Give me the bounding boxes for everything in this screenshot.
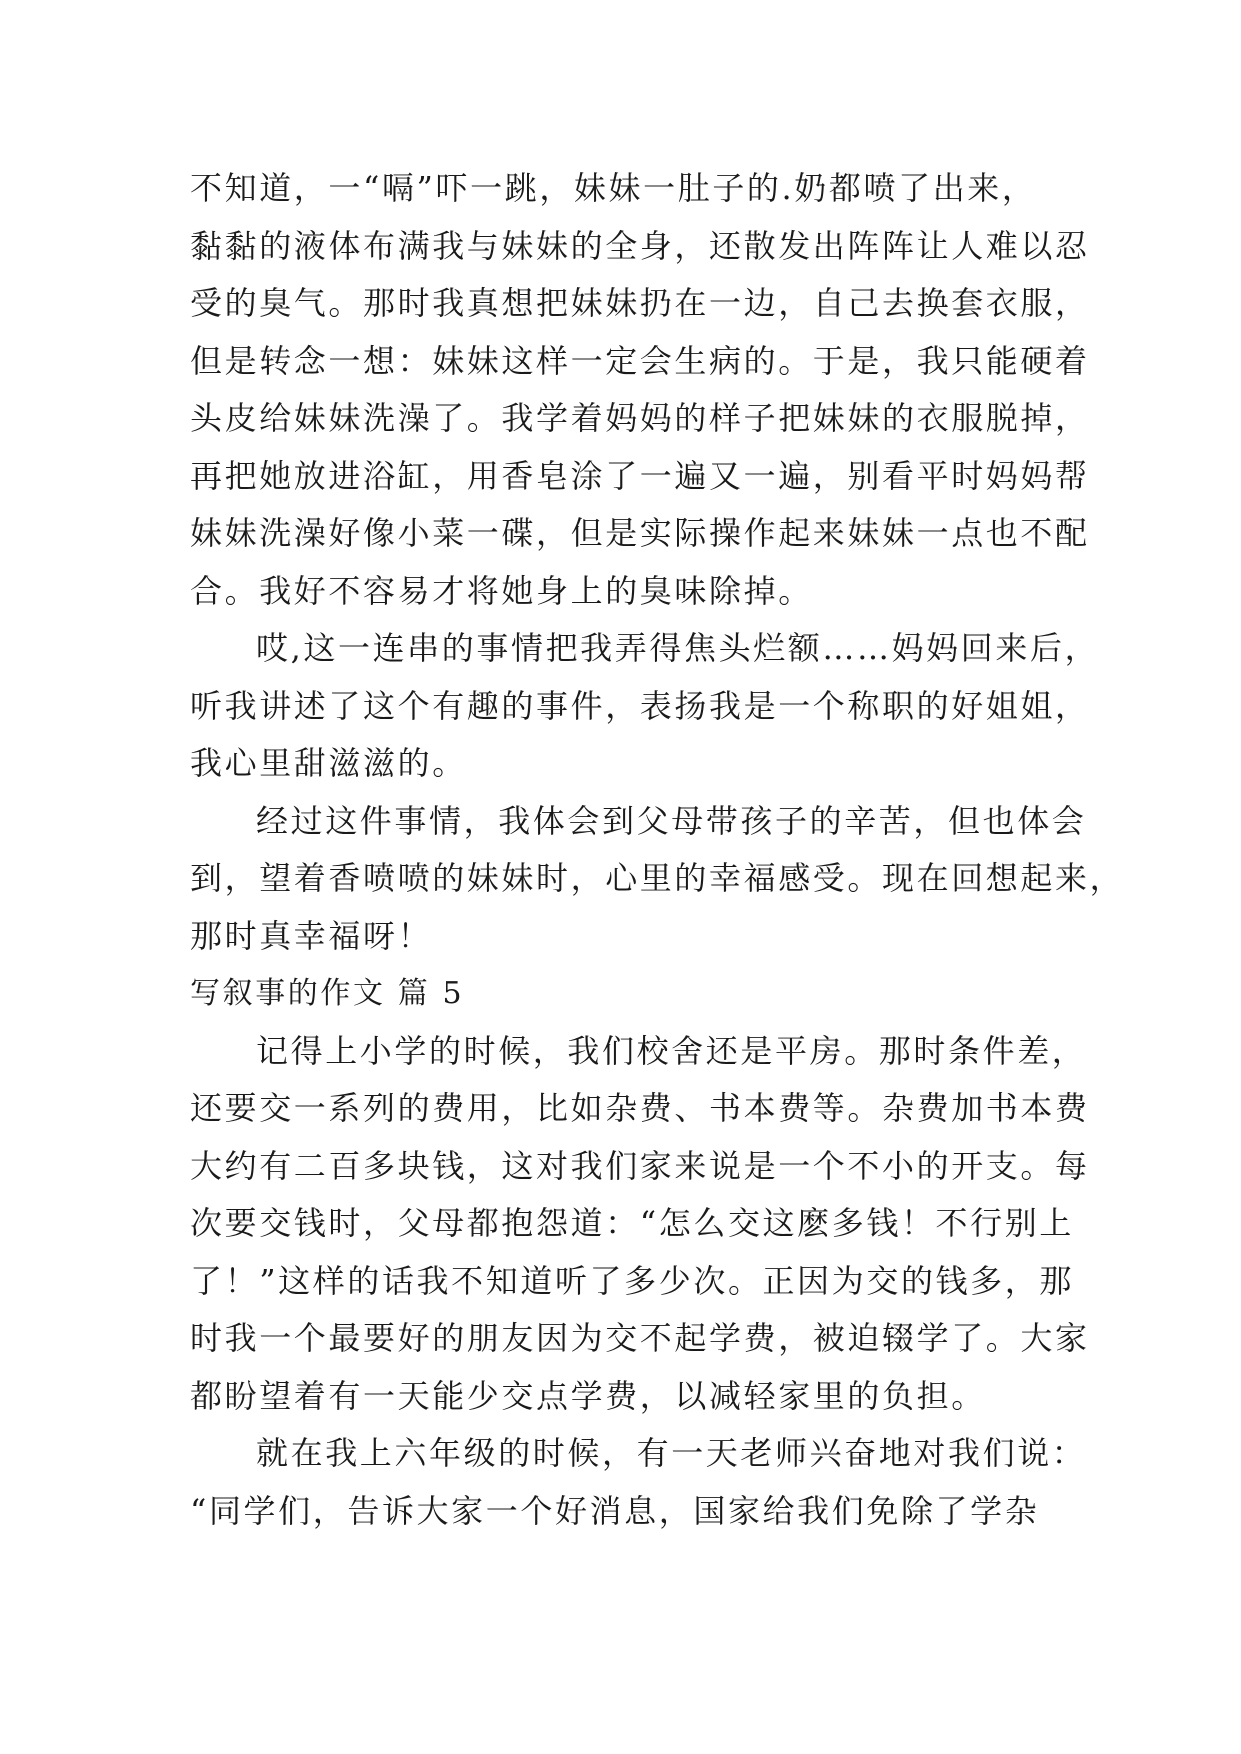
text-line: 了！”这样的话我不知道听了多少次。正因为交的钱多，那 xyxy=(190,1261,1074,1300)
text-line: 黏黏的液体布满我与妹妹的全身，还散发出阵阵让人难以忍 xyxy=(190,226,1090,265)
text-line: 听我讲述了这个有趣的事件，表扬我是一个称职的好姐姐， xyxy=(190,686,1090,725)
text-line: 头皮给妹妹洗澡了。我学着妈妈的样子把妹妹的衣服脱掉， xyxy=(190,399,1090,437)
text-line: 妹妹洗澡好像小菜一碟，但是实际操作起来妹妹一点也不配 xyxy=(190,514,1090,552)
text-line: 到，望着香喷喷的妹妹时，心里的幸福感受。现在回想起来， xyxy=(190,859,1125,897)
text-line: 受的臭气。那时我真想把妹妹扔在一边，自己去换套衣服， xyxy=(190,284,1090,322)
text-line: 记得上小学的时候，我们校舍还是平房。那时条件差， xyxy=(256,1031,1087,1070)
text-line: 就在我上六年级的时候，有一天老师兴奋地对我们说： xyxy=(256,1434,1087,1472)
text-line: “同学们，告诉大家一个好消息，国家给我们免除了学杂 xyxy=(190,1491,1040,1530)
section-heading: 写叙事的作文 篇 5 xyxy=(190,976,465,1011)
paragraph xyxy=(190,793,1125,966)
text-line: 都盼望着有一天能少交点学费，以减轻家里的负担。 xyxy=(190,1376,986,1415)
text-line: 但是转念一想：妹妹这样一定会生病的。于是，我只能硬着 xyxy=(190,341,1090,380)
paragraph xyxy=(190,1425,1087,1540)
paragraph xyxy=(190,1023,1090,1426)
text-line: 合。我好不容易才将她身上的臭味除掉。 xyxy=(190,571,813,610)
text-line: 次要交钱时，父母都抱怨道：“怎么交这麽多钱！不行别上 xyxy=(190,1204,1074,1242)
paragraph xyxy=(190,160,1090,620)
text-line: 时我一个最要好的朋友因为交不起学费，被迫辍学了。大家 xyxy=(190,1319,1090,1357)
paragraph xyxy=(190,620,1100,793)
text-line: 还要交一系列的费用，比如杂费、书本费等。杂费加书本费 xyxy=(190,1089,1090,1127)
text-line: 不知道，一“嗝”吓一跳，妹妹一肚子的.奶都喷了出来， xyxy=(190,169,1037,207)
text-line: 那时真幸福呀！ xyxy=(190,916,433,955)
document-body xyxy=(190,160,1125,1540)
text-line: 经过这件事情，我体会到父母带孩子的辛苦，但也体会 xyxy=(256,801,1087,840)
text-line: 我心里甜滋滋的。 xyxy=(190,744,467,782)
text-line: 哎,这一连串的事情把我弄得焦头烂额……妈妈回来后， xyxy=(256,629,1100,667)
text-line: 大约有二百多块钱，这对我们家来说是一个不小的开支。每 xyxy=(190,1146,1090,1185)
text-line: 再把她放进浴缸，用香皂涂了一遍又一遍，别看平时妈妈帮 xyxy=(190,456,1090,495)
